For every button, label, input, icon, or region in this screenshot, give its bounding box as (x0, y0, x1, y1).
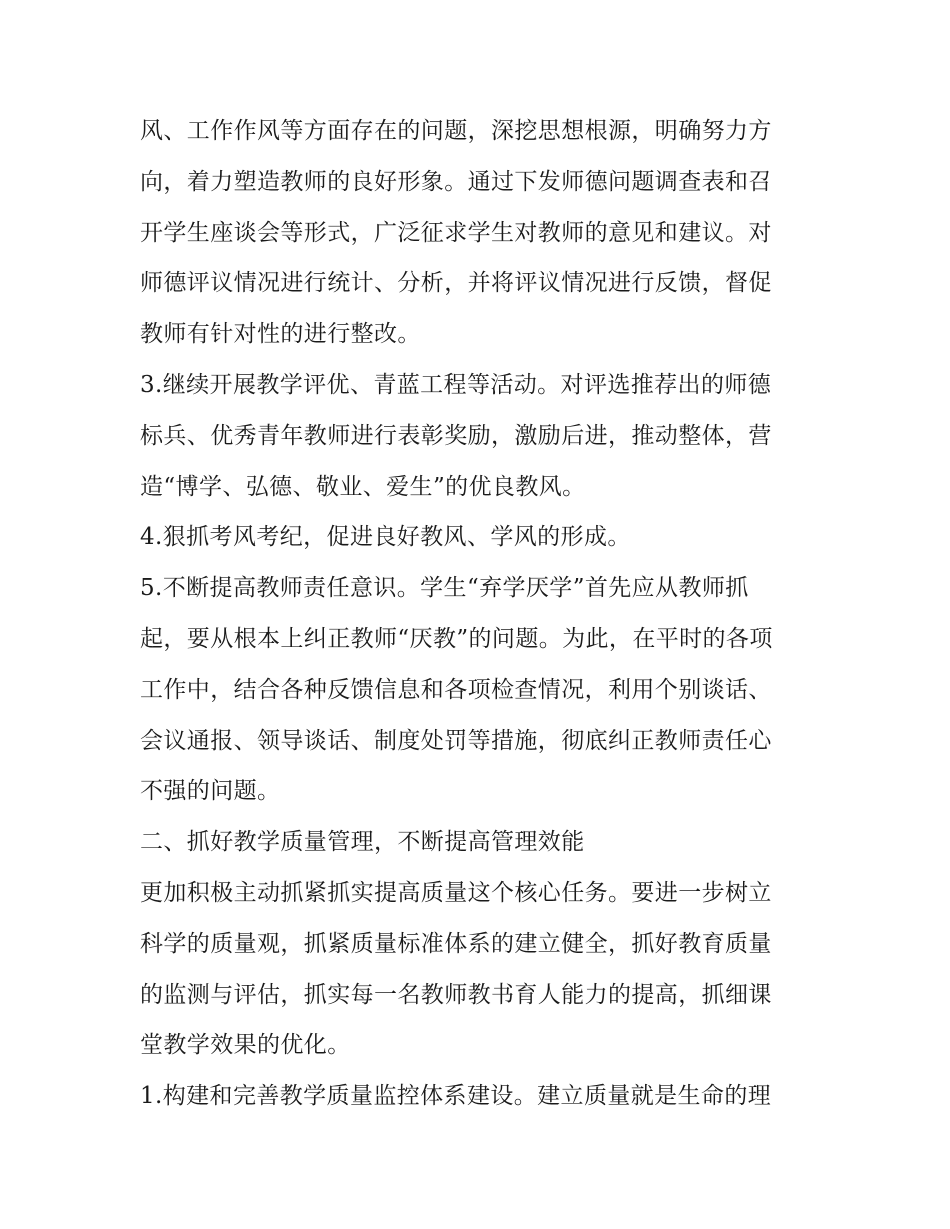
text-line: 科学的质量观，抓紧质量标准体系的建立健全，抓好教育质量 (140, 930, 772, 957)
text-line: 师德评议情况进行统计、分析，并将评议情况进行反馈，督促 (140, 270, 772, 297)
text-line: 会议通报、领导谈话、制度处罚等措施，彻底纠正教师责任心 (140, 727, 772, 754)
text-line: 起，要从根本上纠正教师“厌教”的问题。为此，在平时的各项 (140, 625, 773, 652)
text-line: 4.狠抓考风考纪，促进良好教风、学风的形成。 (140, 524, 631, 551)
text-line: 更加积极主动抓紧抓实提高质量这个核心任务。要进一步树立 (140, 879, 772, 906)
text-line: 开学生座谈会等形式，广泛征求学生对教师的意见和建议。对 (140, 219, 772, 246)
text-line: 堂教学效果的优化。 (140, 1032, 351, 1059)
text-line: 造“博学、弘德、敬业、爱生”的优良教风。 (140, 473, 586, 500)
document-body (140, 106, 812, 1122)
text-line: 的监测与评估，抓实每一名教师教书育人能力的提高，抓细课 (140, 981, 772, 1008)
section-heading: 二、抓好教学质量管理，不断提高管理效能 (140, 829, 585, 856)
text-line: 教师有针对性的进行整改。 (140, 321, 421, 348)
text-line: 1.构建和完善教学质量监控体系建设。建立质量就是生命的理 (140, 1083, 772, 1110)
text-line: 标兵、优秀青年教师进行表彰奖励，激励后进，推动整体，营 (140, 422, 772, 449)
text-line: 向，着力塑造教师的良好形象。通过下发师德问题调查表和召 (140, 168, 772, 195)
text-line: 5.不断提高教师责任意识。学生“弃学厌学”首先应从教师抓 (140, 575, 749, 602)
text-line: 风、工作作风等方面存在的问题，深挖思想根源，明确努力方 (140, 118, 772, 144)
text-line: 工作中，结合各种反馈信息和各项检查情况，利用个别谈话、 (140, 676, 772, 703)
text-line: 3.继续开展教学评优、青蓝工程等活动。对评选推荐出的师德 (140, 371, 772, 398)
text-line: 不强的问题。 (140, 778, 281, 805)
